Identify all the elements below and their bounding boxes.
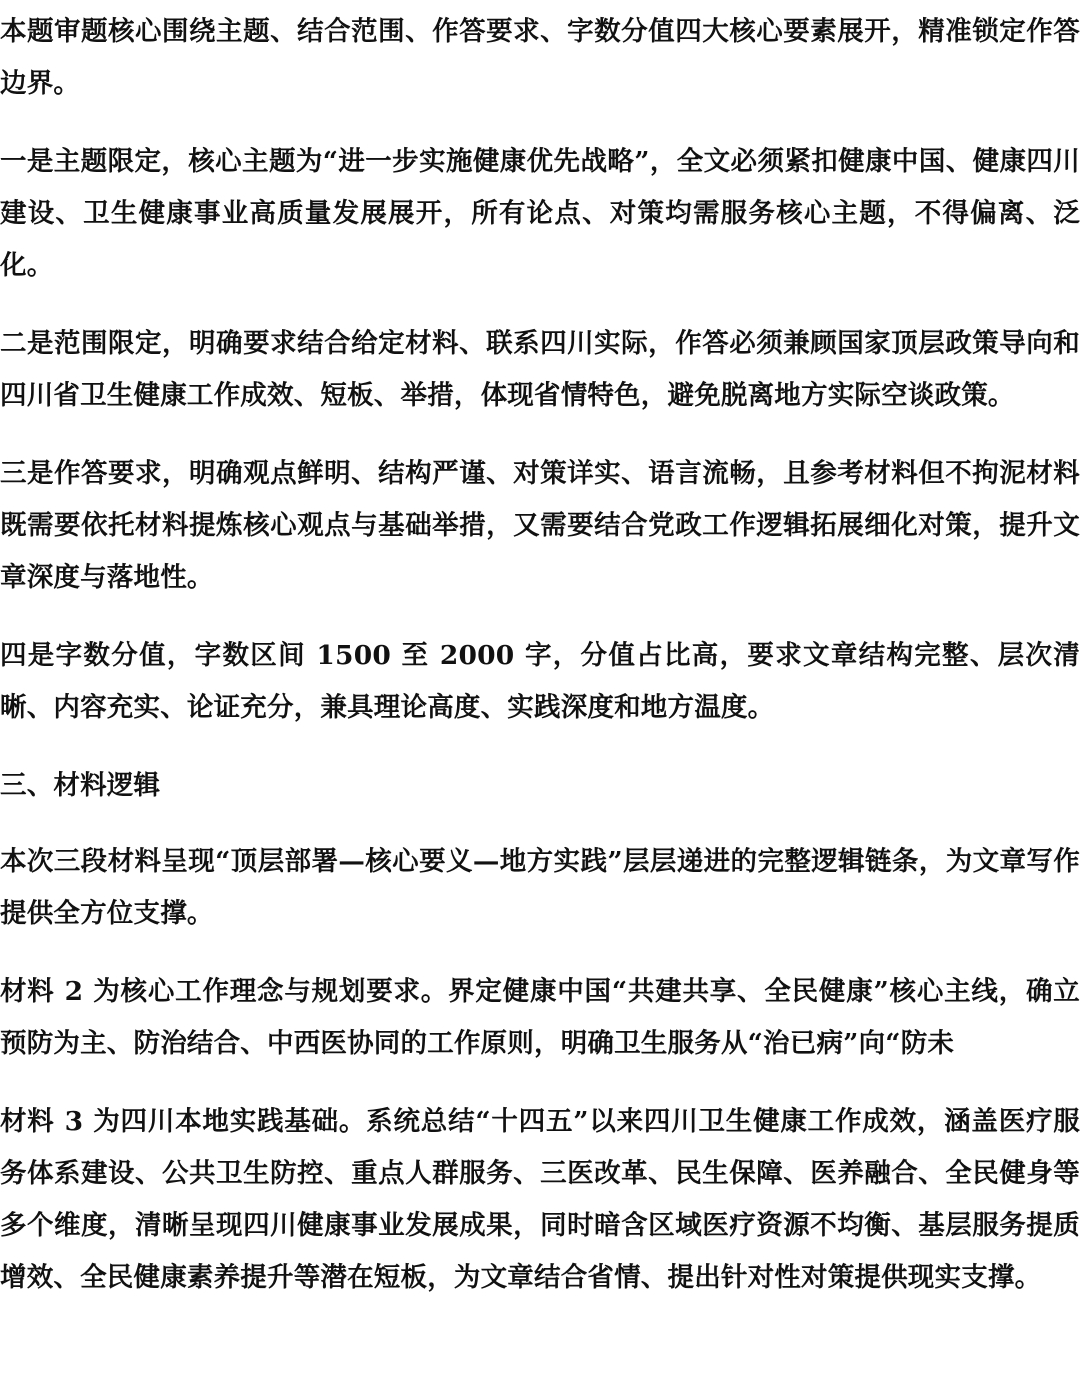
word-count-paragraph: 四是字数分值，字数区间 1500 至 2000 字，分值占比高，要求文章结构完整、层次清晰、内容充实、论证充分，兼具理论高度、实践深度和地方温度。: [0, 640, 1080, 723]
material-3-paragraph: 材料 3 为四川本地实践基础。系统总结“十四五”以来四川卫生健康工作成效，涵盖医疗服务体系建设、公共卫生防控、重点人群服务、三医改革、民生保障、医养融合、全民健身等多个维度，清晰呈现四川健康事业发展成果，同时暗含区域医疗资源不均衡、基层服务提质增效、全民健康素养提升等潜在短板，为文章结合省情、提出针对性对策提供现实支撑。: [0, 1106, 1080, 1293]
theme-limit-paragraph: 一是主题限定，核心主题为“进一步实施健康优先战略”，全文必须紧扣健康中国、健康四川建设、卫生健康事业高质量发展展开，所有论点、对策均需服务核心主题，不得偏离、泛化。: [0, 146, 1080, 281]
section-heading: 三、材料逻辑: [0, 770, 161, 801]
answer-requirement-paragraph: 三是作答要求，明确观点鲜明、结构严谨、对策详实、语言流畅，且参考材料但不拘泥材料既需要依托材料提炼核心观点与基础举措，又需要结合党政工作逻辑拓展细化对策，提升文章深度与落地性。: [0, 458, 1080, 593]
material-2-paragraph: 材料 2 为核心工作理念与规划要求。界定健康中国“共建共享、全民健康”核心主线，确立预防为主、防治结合、中西医协同的工作原则，明确卫生服务从“治已病”向“防未: [0, 976, 1080, 1059]
intro-paragraph: 本题审题核心围绕主题、结合范围、作答要求、字数分值四大核心要素展开，精准锁定作答边界。: [0, 16, 1080, 99]
material-logic-paragraph: 本次三段材料呈现“顶层部署—核心要义—地方实践”层层递进的完整逻辑链条，为文章写作提供全方位支撑。: [0, 846, 1080, 929]
scope-limit-paragraph: 二是范围限定，明确要求结合给定材料、联系四川实际，作答必须兼顾国家顶层政策导向和四川省卫生健康工作成效、短板、举措，体现省情特色，避免脱离地方实际空谈政策。: [0, 328, 1080, 411]
